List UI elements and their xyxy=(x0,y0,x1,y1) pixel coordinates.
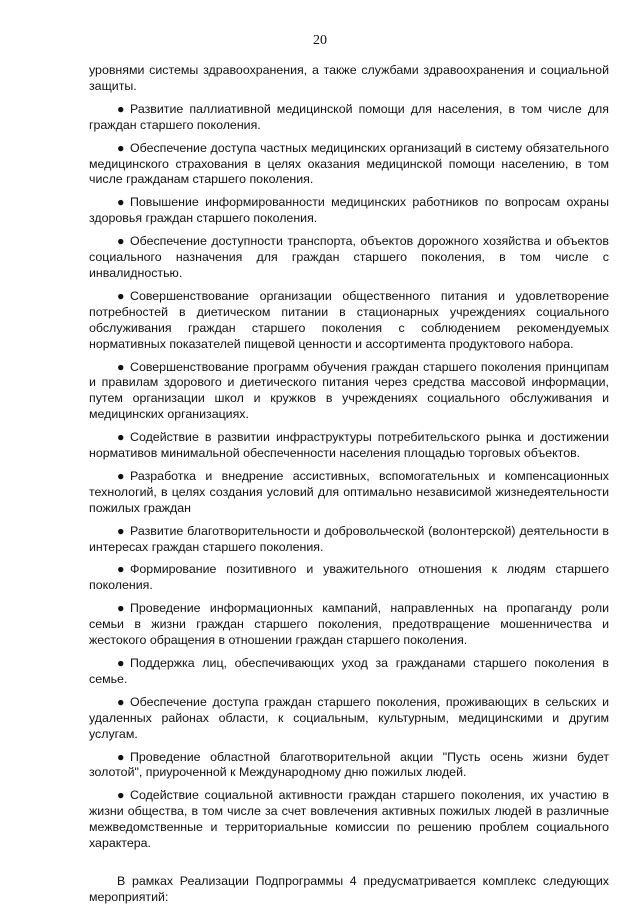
bullet-item-14 xyxy=(89,750,609,782)
bullet-item-text: Совершенствование программ обучения граждан старшего поколения принципам и правилам здорового и диетического питания через средства массовой информации, путем организации школ и кружков в учреждениях социального обслуживания и медицинских организациях. xyxy=(89,359,609,422)
bullet-icon: ● xyxy=(117,601,125,616)
bullet-icon: ● xyxy=(117,359,125,374)
bullet-item-5 xyxy=(89,289,609,353)
bullet-item-10 xyxy=(89,562,609,594)
bullet-icon: ● xyxy=(117,562,125,577)
continuation-paragraph: уровнями системы здравоохранения, а также службами здравоохранения и социальной защиты. xyxy=(89,63,609,93)
bullet-item-9 xyxy=(89,524,609,556)
bullet-item-2 xyxy=(89,141,609,189)
bullet-item-text: Содействие социальной активности граждан старшего поколения, их участию в жизни общества, в том числе за счет вовлечения активных пожилых людей в различные межведомственные и территориальные комиссии по решению проблем социального характера. xyxy=(89,788,609,851)
bullet-icon: ● xyxy=(117,195,125,210)
bullet-icon: ● xyxy=(117,468,125,483)
bullet-item-text: Формирование позитивного и уважительного отношения к людям старшего поколения. xyxy=(89,562,609,593)
bullet-item-text: Повышение информированности медицинских работников по вопросам охраны здоровья граждан старшего поколения. xyxy=(89,195,609,226)
bullet-item-text: Разработка и внедрение ассистивных, вспомогательных и компенсационных технологий, в целях создания условий для оптимально независимой жизнедеятельности пожилых граждан xyxy=(89,468,609,515)
bullet-item-text: Содействие в развитии инфраструктуры потребительского рынка и достижении нормативов минимальной обеспеченности населения площадью торговых объектов. xyxy=(89,430,609,461)
bullet-item-8 xyxy=(89,469,609,517)
bullet-icon: ● xyxy=(117,656,125,670)
bullet-icon: ● xyxy=(117,523,125,538)
bullet-icon: ● xyxy=(117,101,125,116)
bullet-item-1 xyxy=(89,102,609,134)
document-body xyxy=(89,63,609,918)
closing-paragraph: В рамках Реализации Подпрограммы 4 предусматривается комплекс следующих мероприятий: xyxy=(89,873,609,904)
bullet-item-4 xyxy=(89,234,609,282)
bullet-item-text: Развитие благотворительности и добровольческой (волонтерской) деятельности в интересах граждан старшего поколения. xyxy=(89,523,609,554)
bullet-item-text: Совершенствование организации общественного питания и удовлетворение потребностей в диетическом питании в стационарных учреждениях социального обслуживания граждан старшего поколения с соблюдением рекомендуемых нормативных показателей пищевой ценности и ассортимента продуктового набора. xyxy=(89,288,609,351)
bullet-item-6 xyxy=(89,360,609,424)
bullet-item-text: Проведение областной благотворительной акции "Пусть осень жизни будет золотой", приуроченной к Международному дню пожилых людей. xyxy=(89,749,609,780)
bullet-item-12 xyxy=(89,656,609,688)
bullet-icon: ● xyxy=(117,288,125,303)
bullet-item-3 xyxy=(89,195,609,227)
bullet-item-text: Обеспечение доступа частных медицинских организаций в систему обязательного медицинского страхования в целях оказания медицинской помощи населению, в том числе гражданам старшего поколения. xyxy=(89,140,609,187)
bullet-icon: ● xyxy=(117,694,125,709)
bullet-icon: ● xyxy=(117,788,125,803)
bullet-item-text: Поддержка лиц, обеспечивающих уход за гражданами старшего поколения в семье. xyxy=(89,656,609,686)
bullet-item-text: Обеспечение доступности транспорта, объектов дорожного хозяйства и объектов социального назначения для граждан старшего поколения, в том числе с инвалидностью. xyxy=(89,234,609,280)
bullet-item-7 xyxy=(89,430,609,462)
bullet-icon: ● xyxy=(117,234,125,249)
bullet-item-text: Развитие паллиативной медицинской помощи для населения, в том числе для граждан старшего поколения. xyxy=(89,101,609,132)
page-number: 20 xyxy=(313,33,327,48)
bullet-icon: ● xyxy=(117,140,125,155)
bullet-item-text: Проведение информационных кампаний, направленных на пропаганду роли семьи в жизни граждан старшего поколения, предотвращение мошенничества и жестокого обращения в отношении граждан старшего поколения. xyxy=(89,601,609,648)
bullet-item-13 xyxy=(89,695,609,743)
bullet-icon: ● xyxy=(117,749,125,764)
bullet-item-15 xyxy=(89,788,609,852)
bullet-item-11 xyxy=(89,601,609,649)
bullet-icon: ● xyxy=(117,430,125,445)
bullet-item-text: Обеспечение доступа граждан старшего поколения, проживающих в сельских и удаленных районах области, к социальным, культурным, медицинскими и другим услугам. xyxy=(89,694,609,741)
